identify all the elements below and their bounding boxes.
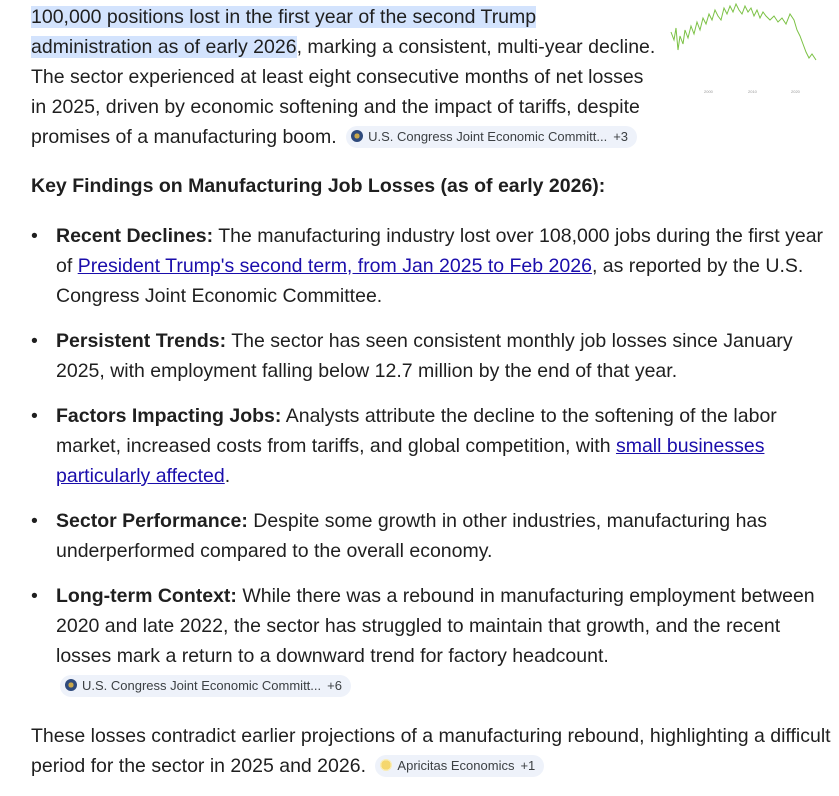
finding-link[interactable]: President Trump's second term, from Jan 2025 to Feb 2026 — [77, 255, 592, 277]
finding-title: Sector Performance: — [56, 510, 248, 532]
finding-text: The sector has seen consistent monthly job losses since January 2025, with employment falling below 12.7 million by the end of that year. — [56, 330, 793, 382]
intro-paragraph — [31, 0, 656, 152]
source-count: +6 — [327, 678, 342, 693]
finding-text: The manufacturing industry lost over 108,000 jobs during the first year of — [56, 225, 824, 277]
seal-icon — [351, 130, 363, 142]
source-count: +1 — [520, 758, 536, 773]
finding-title: Factors Impacting Jobs: — [56, 405, 282, 427]
highlighted-text: 100,000 positions lost in the first year of the second Trump administration as of early 2026 — [31, 6, 537, 58]
finding-title: Recent Declines: — [56, 225, 214, 247]
findings-list — [31, 221, 831, 701]
employment-chart-thumbnail[interactable] — [666, 0, 826, 96]
finding-title: Long-term Context: — [56, 585, 237, 607]
thumb-tick-2020: 2020 — [791, 89, 800, 94]
seal-icon — [65, 679, 77, 691]
source-count: +3 — [613, 129, 629, 144]
finding-link[interactable]: small businesses particularly affected — [56, 435, 765, 487]
list-item — [31, 221, 831, 311]
bullet-icon: • — [31, 510, 38, 532]
section-heading: Key Findings on Manufacturing Job Losses (as of early 2026): — [31, 175, 606, 197]
thumb-tick-2010: 2010 — [748, 89, 757, 94]
source-chip[interactable] — [60, 675, 351, 697]
bullet-icon: • — [31, 585, 38, 607]
source-name: U.S. Congress Joint Economic Committ... — [82, 678, 322, 693]
finding-text: Despite some growth in other industries, manufacturing has underperformed compared to the overall economy. — [56, 510, 768, 562]
apricitas-icon — [380, 759, 392, 771]
source-chip[interactable] — [346, 126, 637, 148]
bullet-icon: • — [31, 330, 38, 352]
bullet-icon: • — [31, 405, 38, 427]
thumb-tick-2000: 2000 — [704, 89, 713, 94]
ai-overview-content — [31, 0, 831, 781]
list-item — [31, 326, 831, 386]
finding-text: . — [224, 465, 231, 487]
source-name: Apricitas Economics — [397, 758, 515, 773]
finding-text: While there was a rebound in manufacturing employment between 2020 and late 2022, the sector has struggled to maintain that growth, and the recent losses mark a return to a downward trend for factory headcount. — [56, 585, 815, 667]
list-item — [31, 581, 831, 701]
bullet-icon: • — [31, 225, 38, 247]
chart-line — [671, 4, 816, 60]
source-chip[interactable] — [375, 755, 544, 777]
finding-text: Analysts attribute the decline to the softening of the labor market, increased costs from tariffs, and global competition, with — [56, 405, 777, 457]
source-name: U.S. Congress Joint Economic Committ... — [368, 129, 608, 144]
finding-text: , as reported by the U.S. Congress Joint Economic Committee. — [56, 255, 804, 307]
list-item — [31, 506, 831, 566]
list-item — [31, 401, 831, 491]
closing-text: These losses contradict earlier projections of a manufacturing rebound, highlighting a difficult period for the sector in 2025 and 2026. — [31, 725, 831, 777]
closing-paragraph — [31, 721, 831, 781]
intro-text: , marking a consistent, multi-year decline. The sector experienced at least eight consecutive months of net losses in 2025, driven by economic softening and the impact of tariffs, despite promises of a manufacturing boom. — [31, 36, 656, 148]
finding-title: Persistent Trends: — [56, 330, 227, 352]
